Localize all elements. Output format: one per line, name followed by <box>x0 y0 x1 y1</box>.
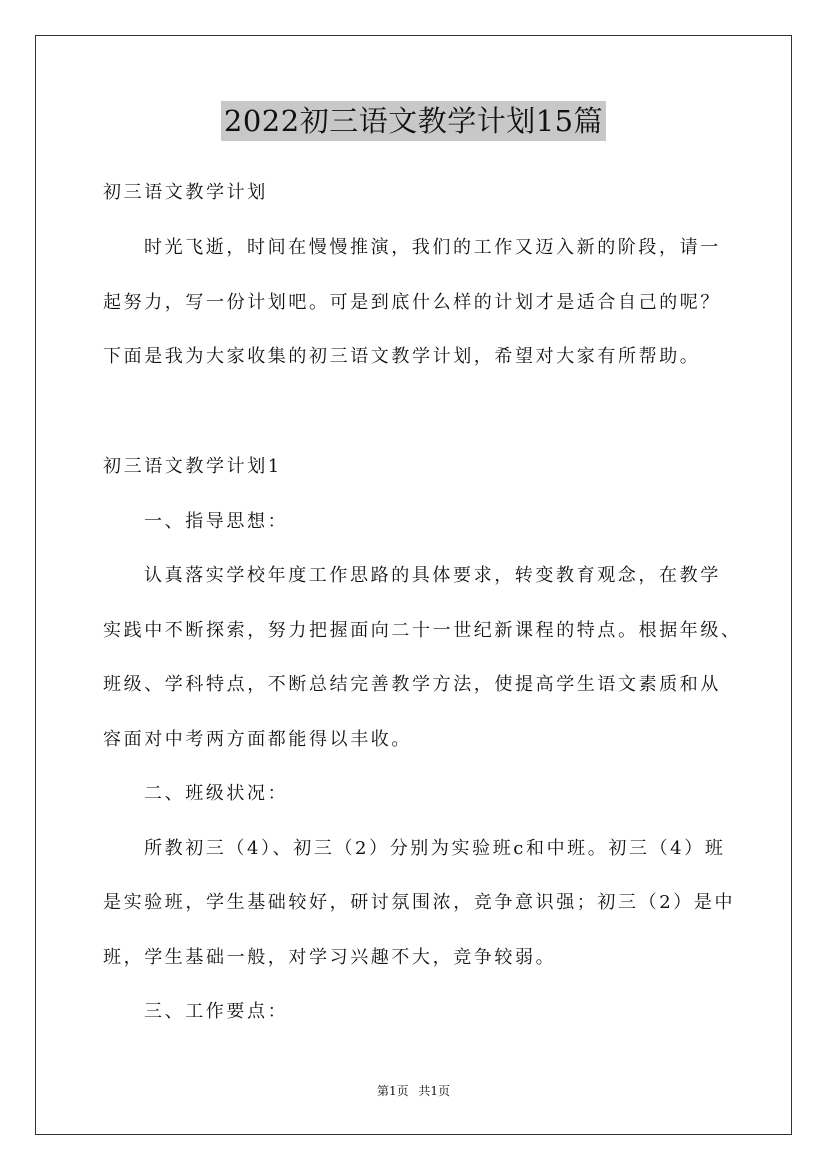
section-heading-intro: 初三语文教学计划 <box>103 182 268 203</box>
paragraph-line: 所教初三（4）、初三（2）分别为实验班c和中班。初三（4）班 <box>144 838 726 859</box>
section-heading-plan-1: 初三语文教学计划1 <box>103 456 282 477</box>
paragraph-line: 认真落实学校年度工作思路的具体要求，转变教育观念，在教学 <box>144 565 721 586</box>
paragraph-line: 下面是我为大家收集的初三语文教学计划，希望对大家有所帮助。 <box>103 346 701 367</box>
subheading-work-points: 三、工作要点： <box>144 1001 289 1022</box>
paragraph-line: 是实验班，学生基础较好，研讨氛围浓，竞争意识强；初三（2）是中 <box>103 892 736 913</box>
subheading-guiding-ideas: 一、指导思想： <box>144 511 289 532</box>
paragraph-line: 班级、学科特点，不断总结完善教学方法，使提高学生语文素质和从 <box>103 674 721 695</box>
document-title-wrap <box>0 101 827 141</box>
paragraph-line: 实践中不断探索，努力把握面向二十一世纪新课程的特点。根据年级、 <box>103 620 742 641</box>
page-number: 第1页 <box>376 1084 409 1098</box>
paragraph-line: 班，学生基础一般，对学习兴趣不大，竞争较弱。 <box>103 947 557 968</box>
paragraph-line: 容面对中考两方面都能得以丰收。 <box>103 729 412 750</box>
page-total: 共1页 <box>418 1084 451 1098</box>
subheading-class-status: 二、班级状况： <box>144 783 289 804</box>
paragraph-line: 起努力，写一份计划吧。可是到底什么样的计划才是适合自己的呢？ <box>103 292 721 313</box>
document-title: 2022初三语文教学计划15篇 <box>221 101 606 141</box>
paragraph-line: 时光飞逝，时间在慢慢推演，我们的工作又迈入新的阶段，请一 <box>144 237 721 258</box>
page-footer <box>0 1083 827 1099</box>
